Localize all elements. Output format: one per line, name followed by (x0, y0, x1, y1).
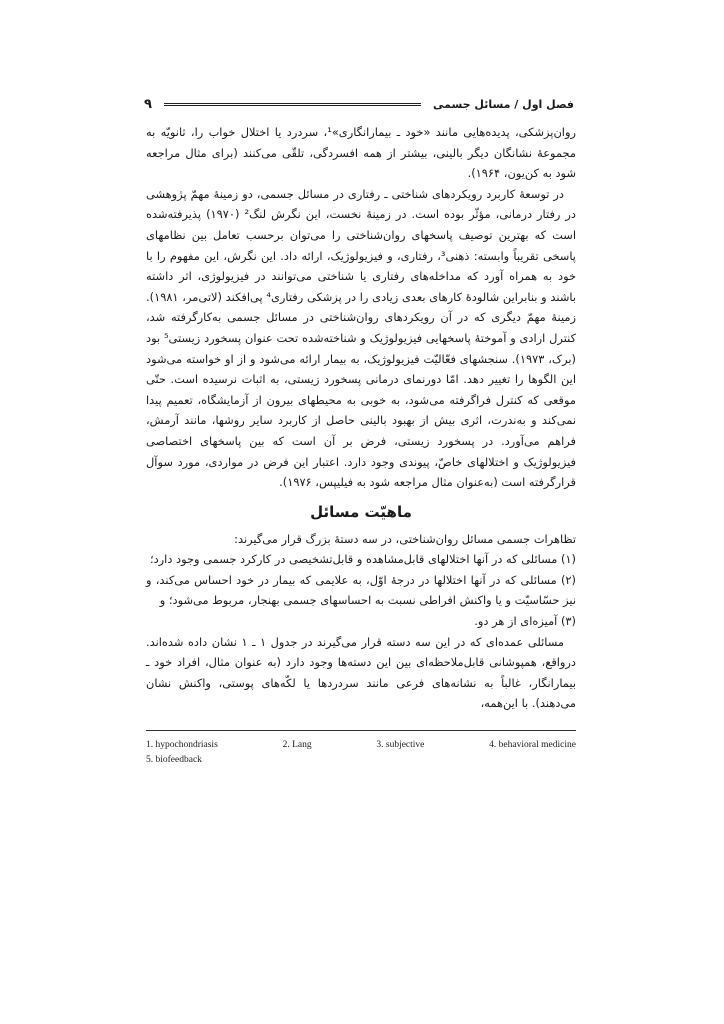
list-item-1: (۱) مسائلی که در آنها اختلالهای قابل‌مشاهده و قابل‌تشخیصی در کارکرد جسمی وجود دارد؛ (149, 552, 576, 567)
section-heading: ماهیّت مسائل (310, 502, 412, 521)
list-item-2: (۲) مسائلی که در آنها اختلالها در درجهٔ اوّل، به علایمی که بیمار در خود احساس می‌کند، و نیز حسّاسیّت و یا واکنش افراطی نسبت به احساسهای جسمی بهنجار، مربوط می‌شود؛ و (146, 572, 576, 608)
header-rule (164, 103, 421, 106)
page-number: ۹ (144, 96, 152, 112)
list-item-3: (۳) آمیزه‌ای از هر دو. (474, 614, 576, 629)
running-header (144, 92, 574, 116)
footnotes (146, 738, 576, 768)
footnote-2: 2. Lang (282, 740, 312, 750)
paragraph-1: روان‌پزشکی، پدیده‌هایی مانند «خود ـ بیمارانگاری»¹، سردرد یا اختلال خواب را، ثانویّه به مجموعهٔ نشانگان دیگر بالینی، بیشتر از همه افسردگی، تلقّی می‌کنند (برای مثال مراجعه شود به کن‌یون، ۱۹۶۴). (146, 125, 576, 181)
footnote-rule (146, 730, 576, 731)
intro-line: تظاهرات جسمی مسائل روان‌شناختی، در سه دستهٔ بزرگ قرار می‌گیرند: (234, 531, 576, 546)
paragraph-2: در توسعهٔ کاربرد رویکردهای شناختی ـ رفتاری در مسائل جسمی، دو زمینهٔ مهمّ پژوهشی در رفتار درمانی، مؤثّر بوده است. در زمینهٔ نخست، این نگرش لنگ² (۱۹۷۰) پذیرفته‌شده است که بهترین توصیف پاسخهای روان‌شناختی را می‌توان برحسب تعامل بین نظامهای پاسخی تقریباً وابسته: ذهنی³، رفتاری، و فیزیولوژیک، ارائه داد. این نگرش، این مفهوم را با خود به همراه آورد که مداخله‌های رفتاری یا شناختی می‌توانند در فیزیولوژی، اثر داشته باشند و بنابراین شالودهٔ کارهای بعدی زیادی را در پزشکی رفتاری⁴ پی‌افکند (لاتی‌مر، ۱۹۸۱). زمینهٔ مهمّ دیگری که در آن رویکردهای روان‌شناختی در مسائل جسمی به‌کارگرفته شد، کنترل ارادی و آموختهٔ پاسخهایی فیزیولوژیک و شناخته‌شده تحت عنوان پسخورد زیستی⁵ بود (برک، ۱۹۷۳). سنجشهای فعّالیّت فیزیولوژیک، به بیمار ارائه می‌شود و از او خواسته می‌شود این الگوها را تغییر دهد. امّا دورنمای درمانی پسخورد زیستی، به اثبات نرسیده است. حتّی موقعی که کنترل فراگرفته می‌شود، به خوبی به محیطهای بیرون از آزمایشگاه، تعمیم پیدا نمی‌کند و به‌ندرت، اثری بیش از بهبود بالینی حاصل از کاربرد سایر روشها، مانند آرمش، فراهم می‌آورد. در پسخورد زیستی، فرض بر آن است که بین پاسخهای اختصاصی فیزیولوژیک و اختلالهای خاصّ، پیوندی وجود دارد. اعتبار این فرض در مواردی، مورد سوآل قرارگرفته است (به‌عنوان مثال مراجعه شود به فیلیپس، ۱۹۷۶). (146, 186, 577, 490)
closing-paragraph: مسائلی عمده‌ای که در این سه دسته قرار می‌گیرند در جدول ۱ ـ ۱ نشان داده شده‌اند. درواقع، همپوشانی قابل‌ملاحظه‌ای بین این دسته‌ها وجود دارد (به عنوان مثال، افراد خود ـ بیمارانگار، غالباً به نشانه‌های فرعی مانند سردردها یا لکّه‌های پوستی، واکنش نشان می‌دهند). با این‌همه، (146, 634, 576, 711)
footnote-3: 3. subjective (376, 740, 425, 750)
footnote-1: 1. hypochondriasis (146, 740, 218, 750)
footnote-4: 4. behavioral medicine (489, 740, 576, 750)
main-text (146, 122, 576, 714)
chapter-title: فصل اول / مسائل جسمی (432, 97, 574, 111)
footnote-5: 5. biofeedback (146, 755, 202, 765)
footnote-row (146, 738, 576, 753)
